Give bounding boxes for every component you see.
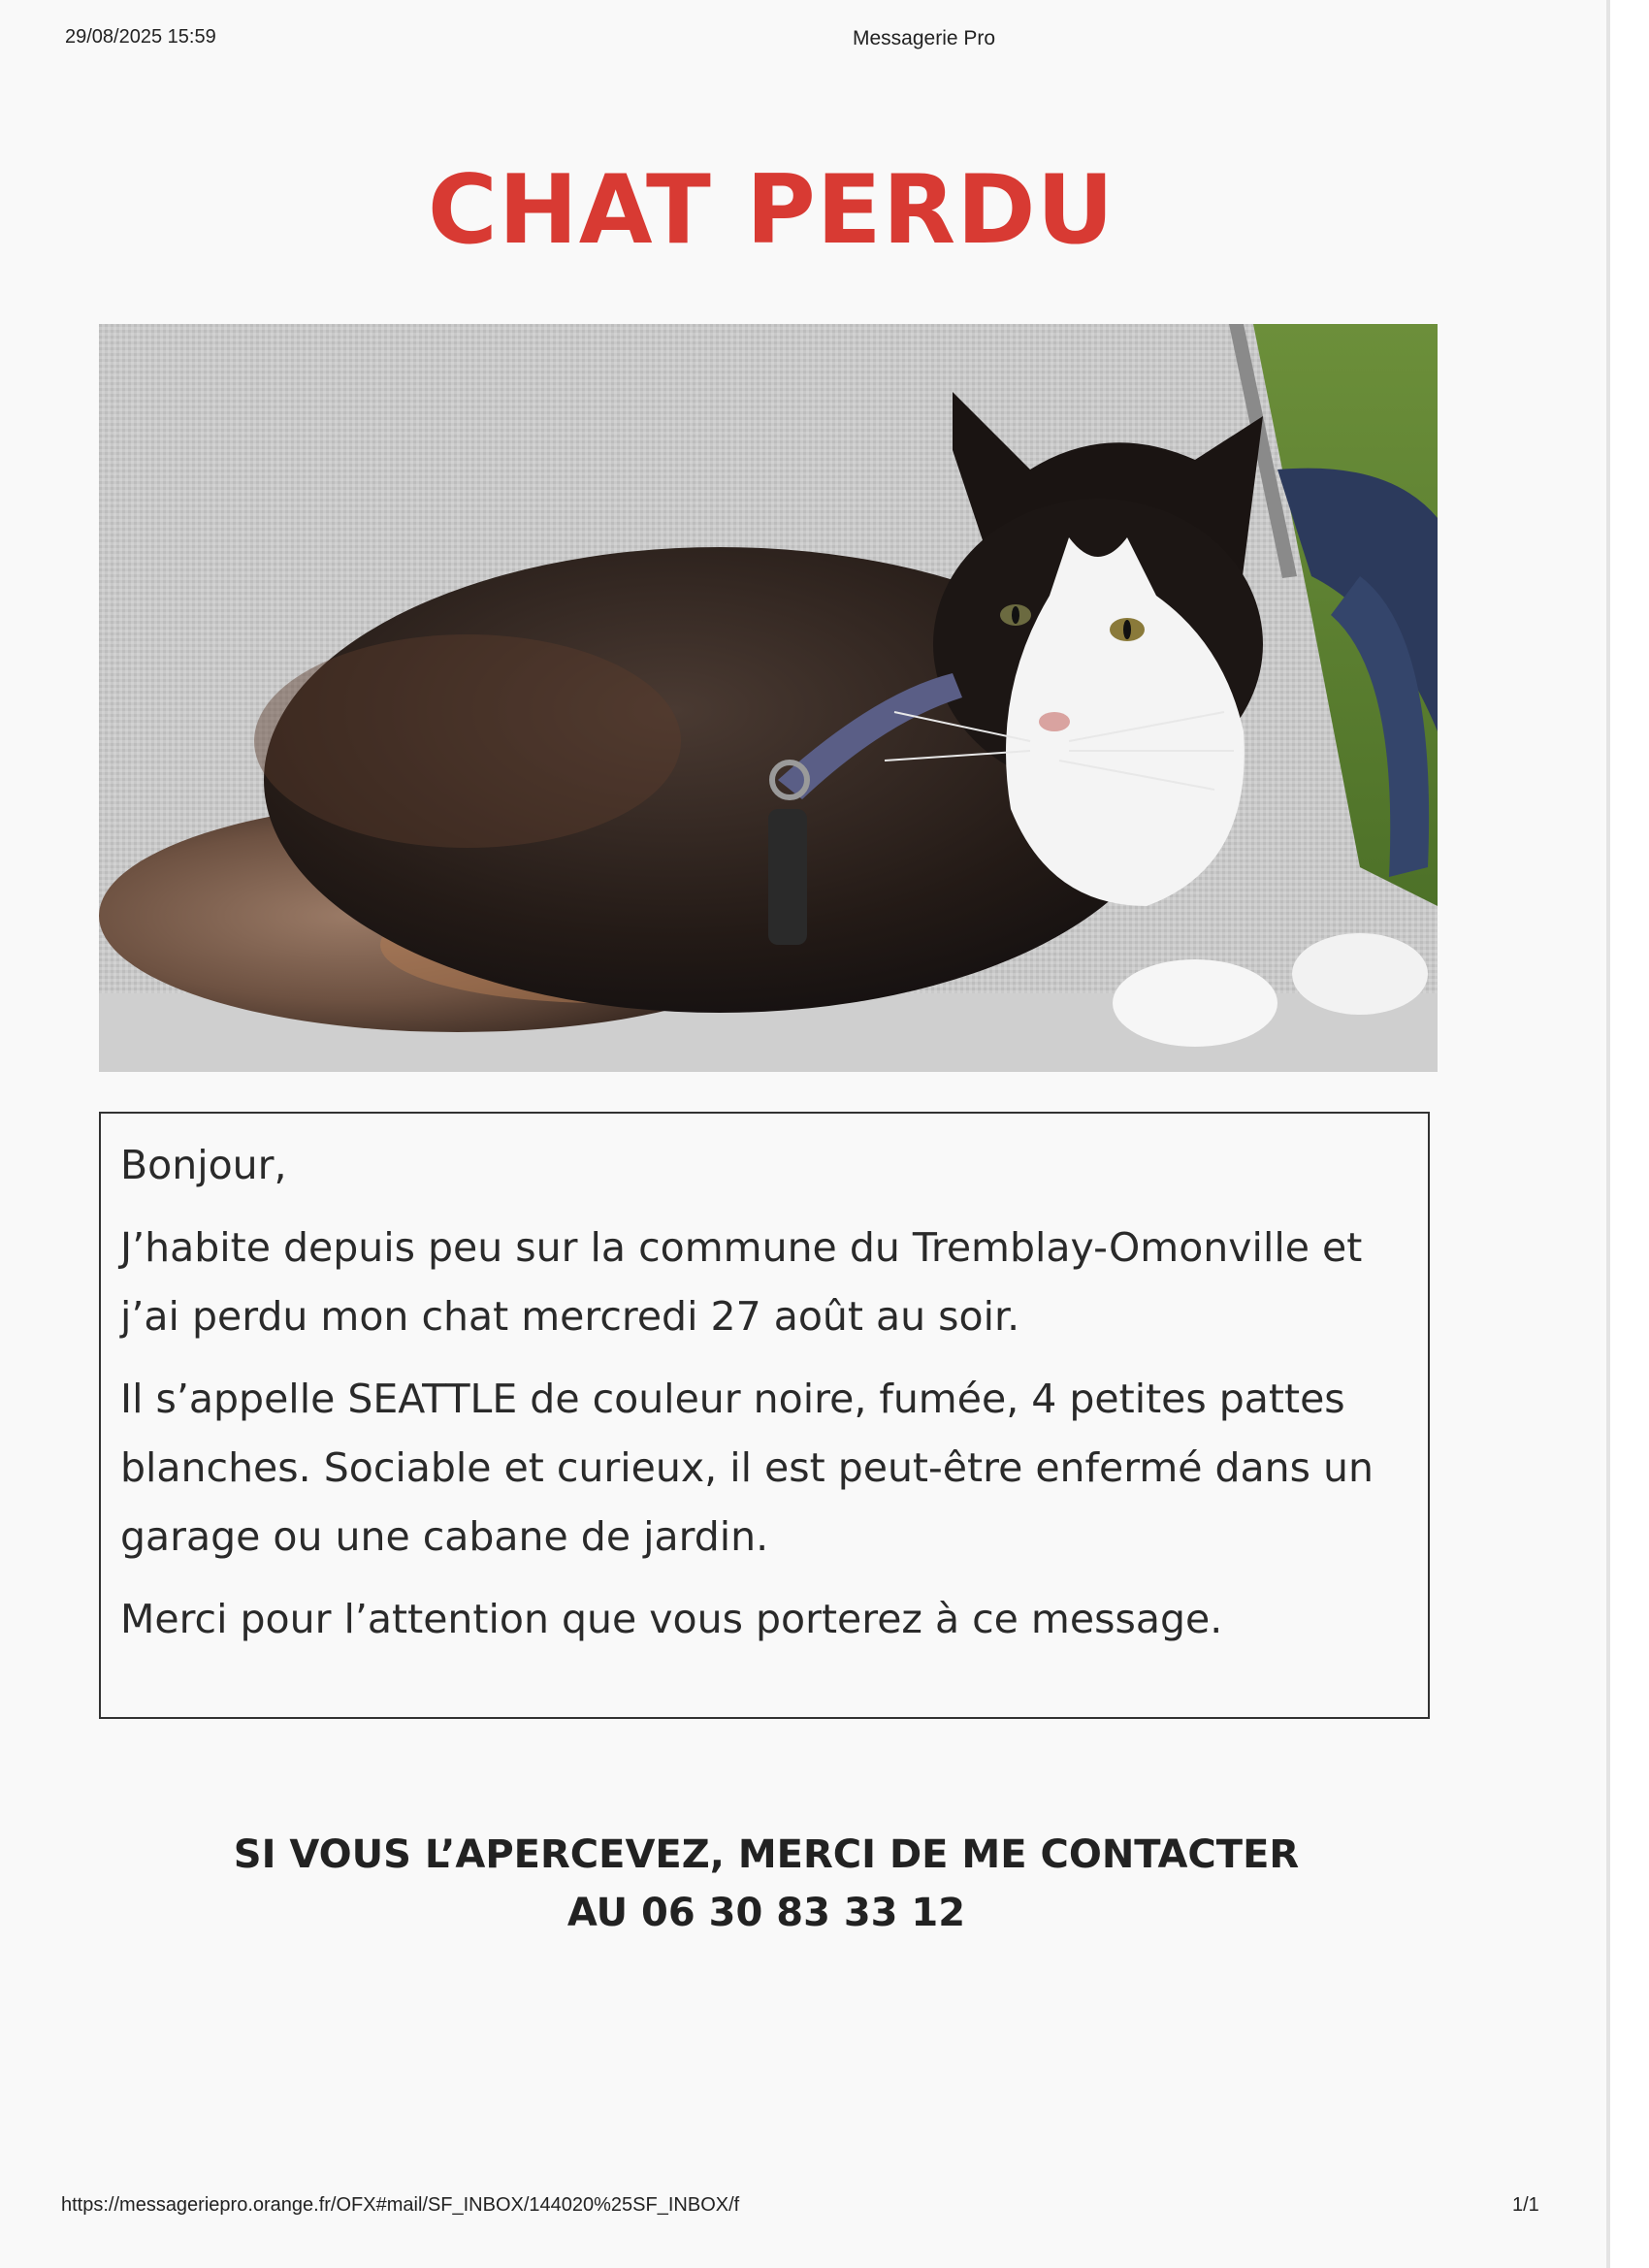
page-indicator: 1/1 (1512, 2194, 1539, 2216)
print-datetime: 29/08/2025 15:59 (65, 26, 216, 48)
message-greeting: Bonjour, (120, 1142, 287, 1188)
contact-line-1: SI VOUS L’APERCEVEZ, MERCI DE ME CONTACTER (233, 1832, 1300, 1877)
contact-line-2: AU 06 30 83 33 12 (566, 1891, 966, 1935)
message-paragraph-1: J’habite depuis peu sur la commune du Tremblay-Omonville et j’ai perdu mon chat mercredi 27 août au soir. (120, 1224, 1363, 1340)
cat-photo (99, 324, 1438, 1072)
poster-title: CHAT PERDU (427, 155, 1116, 266)
print-url: https://messageriepro.orange.fr/OFX#mail/SF_INBOX/144020%25SF_INBOX/f (61, 2194, 740, 2216)
message-paragraph-3: Merci pour l’attention que vous porterez à ce message. (120, 1596, 1223, 1642)
message-box (99, 1112, 1430, 1719)
cat-photo-icon (99, 324, 1438, 1072)
contact-call-to-action (0, 1826, 1533, 1942)
message-paragraph-2: Il s’appelle SEATTLE de couleur noire, fumée, 4 petites pattes blanches. Sociable et curieux, il est peut-être enfermé dans un garage ou une cabane de jardin. (120, 1376, 1374, 1560)
print-app-title: Messagerie Pro (853, 27, 996, 49)
